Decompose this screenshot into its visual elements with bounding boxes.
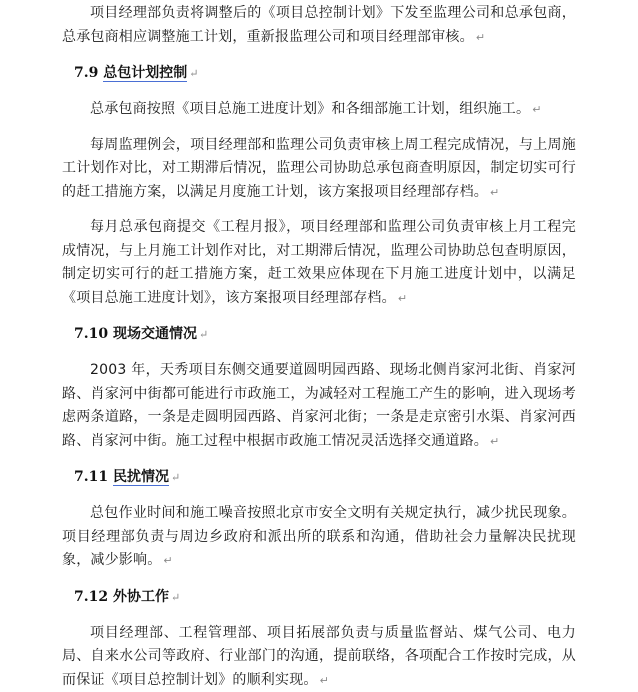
paragraph-plan-adjustment: 项目经理部负责将调整后的《项目总控制计划》下发至监理公司和总承包商，总承包商相应调整施工计划，重新报监理公司和项目经理部审核。 ↵ [62,2,576,49]
section-heading-7-9 [62,61,576,86]
paragraph-mark-icon: ↵ [320,674,329,687]
paragraph-monthly-review: 每月总承包商提交《工程月报》，项目经理部和监理公司负责审核上月工程完成情况，与上月施工计划作对比，对工期滞后情况，监理公司协助总包查明原因，制定切实可行的赶工措施方案，赶工效果应体现在下月施工进度计划中，以满足《项目总施工进度计划》，该方案报项目经理部存档。 ↵ [62,216,576,310]
section-heading-7-10 [62,322,576,347]
section-heading-7-11 [62,465,576,490]
paragraph-mark-icon: ↵ [398,292,407,305]
section-number: 7.10 [74,326,108,342]
section-title: 现场交通情况 [113,326,197,342]
paragraph-contractor-execution: 总承包商按照《项目总施工进度计划》和各细部施工计划，组织施工。 ↵ [62,98,576,122]
section-title: 外协工作 [113,589,169,605]
section-number: 7.9 [74,65,98,81]
paragraph-mark-icon: ↵ [490,435,499,448]
section-number: 7.11 [74,469,108,485]
section-heading-7-12 [62,585,576,610]
paragraph-weekly-review: 每周监理例会，项目经理部和监理公司负责审核上周工程完成情况，与上周施工计划作对比，对工期滞后情况，监理公司协助总承包商查明原因，制定切实可行的赶工措施方案，以满足月度施工计划，该方案报项目经理部存档。 ↵ [62,134,576,205]
paragraph-mark-icon: ↵ [163,554,172,567]
paragraph-external-coordination: 项目经理部、工程管理部、项目拓展部负责与质量监督站、煤气公司、电力局、自来水公司等政府、行业部门的沟通，提前联络，各项配合工作按时完成，从而保证《项目总控制计划》的顺利实现。 ↵ [62,622,576,692]
paragraph-mark-icon: ↵ [199,328,208,341]
section-title: 民扰情况 [113,469,169,486]
paragraph-disturbance: 总包作业时间和施工噪音按照北京市安全文明有关规定执行，减少扰民现象。项目经理部负责与周边乡政府和派出所的联系和沟通，借助社会力量解决民扰现象，减少影响。 ↵ [62,502,576,573]
paragraph-mark-icon: ↵ [171,471,180,484]
section-title: 总包计划控制 [103,65,187,82]
paragraph-mark-icon: ↵ [532,103,541,116]
paragraph-mark-icon: ↵ [189,67,198,80]
paragraph-mark-icon: ↵ [171,591,180,604]
paragraph-traffic: 2003 年，天秀项目东侧交通要道圆明园西路、现场北侧肖家河北街、肖家河路、肖家河中街都可能进行市政施工，为减轻对工程施工产生的影响，进入现场考虑两条道路，一条是走圆明园西路、肖家河北街；一条是走京密引水渠、肖家河西路、肖家河中街。施工过程中根据市政施工情况灵活选择交通道路。 ↵ [62,359,576,453]
section-number: 7.12 [74,589,108,605]
paragraph-mark-icon: ↵ [476,31,485,44]
paragraph-mark-icon: ↵ [490,186,499,199]
